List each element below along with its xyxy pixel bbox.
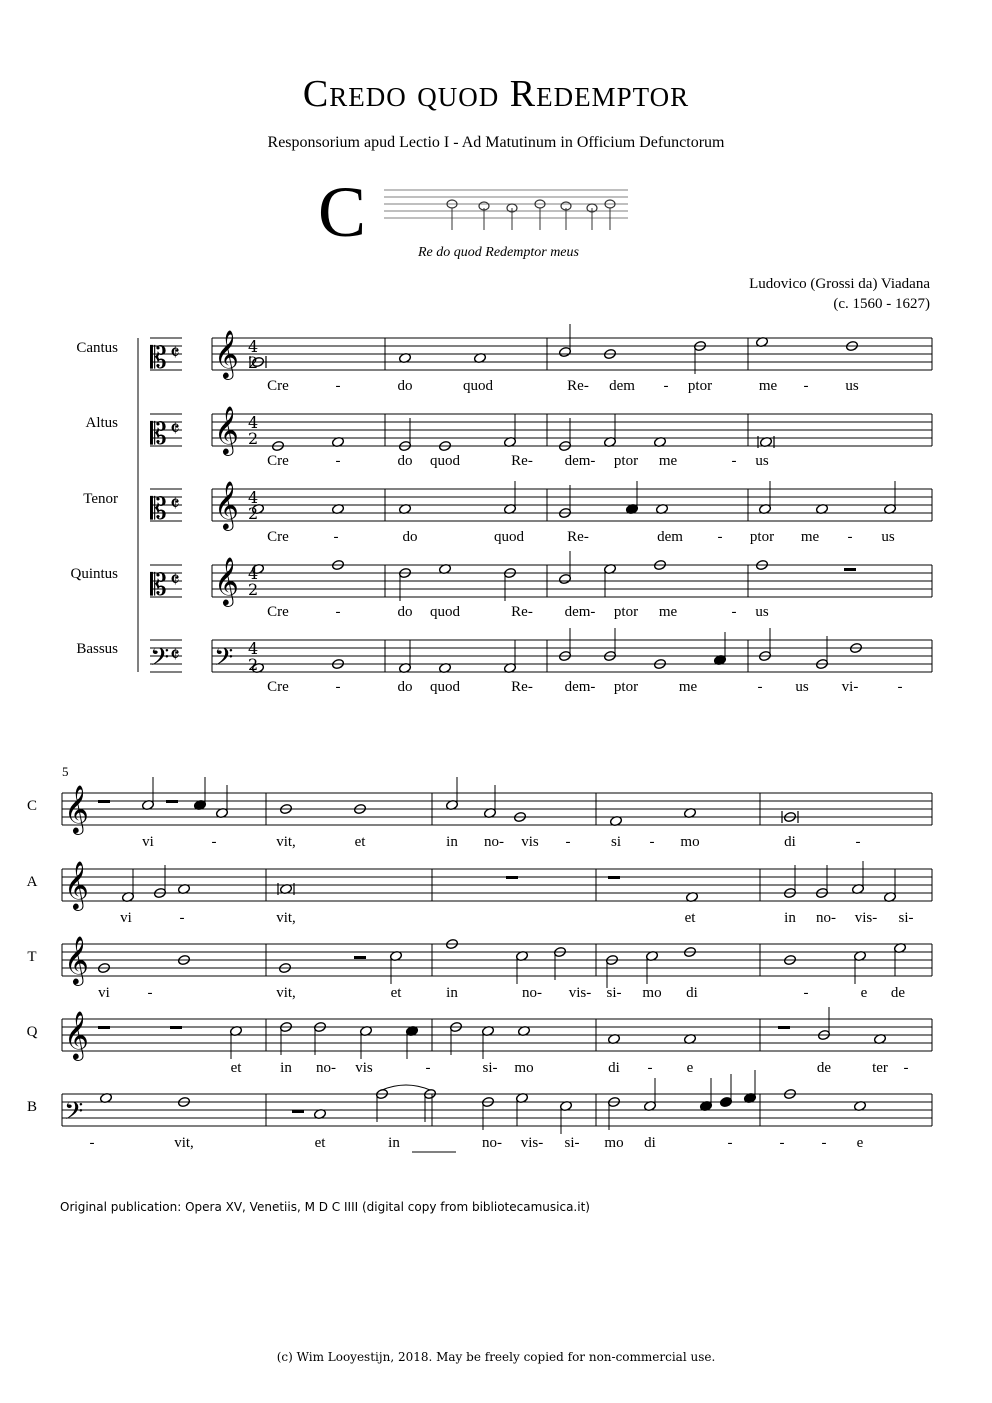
rest [608,876,620,879]
lyric-syllable: ptor [749,529,775,545]
publication-note: Original publication: Opera XV, Venetiis, M D C IIII (digital copy from bibliotecamusica.it) [60,1200,590,1214]
treble-clef-icon: 𝄞 [214,405,239,454]
lyric-syllable: in [446,834,458,850]
lyric-syllable: ptor [613,453,639,469]
lyric-syllable: do [397,604,413,620]
lyric-syllable: vis [521,834,539,850]
lyric-syllable: et [314,1135,326,1151]
lyric-syllable: no- [316,1060,336,1076]
lyric-syllable: quod [463,378,493,394]
bass-clef-icon: 𝄢 [214,643,234,678]
lyric-syllable: in [446,985,458,1001]
lyric-syllable: dem- [564,679,596,695]
lyric-syllable: - [847,529,853,545]
part-label-bassus: Bassus [76,641,118,657]
lyric-syllable: us [755,453,769,469]
measure-number: 5 [62,764,69,779]
lyric-syllable: si- [898,910,914,926]
lyric-syllable: us [755,604,769,620]
lyric-syllable: do [402,529,418,545]
lyric-syllable: - [565,834,571,850]
lyric-syllable: vis- [854,910,878,926]
lyric-syllable: vit, [174,1135,194,1151]
lyric-syllable: no- [816,910,836,926]
treble-clef-icon: 𝄞 [214,556,239,605]
lyric-syllable: do [397,453,413,469]
lyric-syllable: in [784,910,796,926]
lyric-syllable: di [644,1135,656,1151]
lyric-syllable: vi- [841,679,859,695]
lyric-syllable: - [727,1135,733,1151]
cut-time-icon: 𝄵 [170,643,180,668]
lyric-syllable: vi [120,910,132,926]
rest [98,800,110,803]
lyric-syllable: - [425,1060,431,1076]
lyric-syllable: e [860,985,868,1001]
lyric-syllable: Re- [567,378,589,394]
lyric-syllable: - [335,604,341,620]
time-signature-bottom: 2 [248,353,259,372]
lyric-syllable: vis- [568,985,592,1001]
lyric-syllable: - [803,378,809,394]
lyric-syllable: - [211,834,217,850]
lyric-syllable: di [686,985,698,1001]
part-label-tenor: Tenor [83,491,118,507]
lyric-syllable: - [647,1060,653,1076]
treble-clef-icon: 𝄞 [64,935,89,984]
lyric-syllable: - [897,679,903,695]
composer-dates: (c. 1560 - 1627) [833,296,930,312]
lyric-syllable: mo [604,1135,624,1151]
tie [382,1085,430,1090]
lyric-syllable: - [821,1135,827,1151]
lyric-syllable: di [608,1060,620,1076]
lyric-syllable: si- [482,1060,498,1076]
lyric-syllable: - [717,529,723,545]
cut-time-icon: 𝄵 [170,417,180,442]
lyric-syllable: no- [482,1135,502,1151]
lyric-syllable: vis- [520,1135,544,1151]
lyric-syllable: quod [430,453,460,469]
treble-clef-icon: 𝄞 [64,784,89,833]
lyric-syllable: me [658,453,678,469]
rest [170,1026,182,1029]
part-abbr-b: B [26,1099,37,1115]
lyric-syllable: do [397,378,413,394]
rest [166,800,178,803]
rest [778,1026,790,1029]
lyric-syllable: - [757,679,763,695]
lyric-syllable: us [795,679,809,695]
lyric-syllable: dem- [564,604,596,620]
time-signature-bottom: 2 [248,655,259,674]
lyric-syllable: Cre [267,453,289,469]
lyric-syllable: Re- [511,679,533,695]
lyric-syllable: do [397,679,413,695]
lyric-syllable: Re- [511,453,533,469]
lyric-syllable: de [816,1060,832,1076]
lyric-syllable: no- [522,985,542,1001]
lyric-syllable: mo [642,985,662,1001]
treble-clef-icon: 𝄞 [214,329,239,378]
lyric-syllable: et [390,985,402,1001]
lyric-syllable: di [784,834,796,850]
lyric-syllable: - [179,910,185,926]
lyric-syllable: quod [430,604,460,620]
time-signature-top: 4 [248,639,259,658]
original-clef-icon: 𝄡 [150,568,167,603]
treble-clef-icon: 𝄞 [64,1010,89,1059]
cut-time-icon: 𝄵 [170,341,180,366]
lyric-syllable: si- [606,985,622,1001]
time-signature-top: 4 [248,413,259,432]
part-label-quintus: Quintus [70,566,118,582]
lyric-syllable: et [230,1060,242,1076]
rest [292,1110,304,1113]
lyric-syllable: me [800,529,820,545]
lyric-syllable: Cre [267,378,289,394]
lyric-syllable: si- [564,1135,580,1151]
rest [98,1026,110,1029]
lyric-syllable: - [333,529,339,545]
lyric-syllable: Cre [267,604,289,620]
part-label-altus: Altus [85,415,118,431]
time-signature-top: 4 [248,564,259,583]
part-abbr-q: Q [26,1024,38,1040]
time-signature-top: 4 [248,488,259,507]
lyric-syllable: ter [872,1060,888,1076]
lyric-syllable: dem [657,529,683,545]
lyric-syllable: me [758,378,778,394]
lyric-syllable: vi [142,834,154,850]
lyric-syllable: - [731,453,737,469]
lyric-syllable: ptor [613,679,639,695]
composer-name: Ludovico (Grossi da) Viadana [749,276,930,292]
bass-clef-icon: 𝄢 [64,1097,84,1132]
lyric-syllable: ptor [613,604,639,620]
lyric-syllable: - [335,378,341,394]
lyric-syllable: no- [484,834,504,850]
lyric-syllable: Cre [267,529,289,545]
rest [844,568,856,571]
treble-clef-icon: 𝄞 [214,480,239,529]
page-title: Credo quod Redemptor [302,73,690,115]
lyric-syllable: in [280,1060,292,1076]
lyric-syllable: e [856,1135,864,1151]
lyric-syllable: Cre [267,679,289,695]
lyric-syllable: ptor [687,378,713,394]
original-clef-icon: 𝄡 [150,341,167,376]
lyric-syllable: in [388,1135,400,1151]
lyric-syllable: - [779,1135,785,1151]
lyric-syllable: si [610,834,622,850]
lyric-syllable: vis [355,1060,373,1076]
lyric-syllable: mo [680,834,700,850]
original-clef-icon: 𝄡 [150,417,167,452]
lyric-syllable: dem [609,378,635,394]
time-signature-bottom: 2 [248,504,259,523]
rest [506,876,518,879]
incipit-text: Re do quod Redemptor meus [418,245,579,260]
lyric-syllable: quod [494,529,524,545]
lyric-syllable: - [147,985,153,1001]
lyric-syllable: quod [430,679,460,695]
lyric-syllable: us [845,378,859,394]
part-abbr-t: T [27,949,37,965]
lyric-syllable: Re- [567,529,589,545]
page-subtitle: Responsorium apud Lectio I - Ad Matutinum in Officium Defunctorum [267,134,725,151]
lyric-syllable: - [335,679,341,695]
original-clef-icon: 𝄡 [150,492,167,527]
lyric-syllable: - [903,1060,909,1076]
lyric-syllable: vi [98,985,110,1001]
original-clef-icon: 𝄢 [150,643,170,678]
lyric-syllable: - [649,834,655,850]
part-abbr-c: C [26,798,37,814]
lyric-syllable: vit, [276,834,296,850]
part-label-cantus: Cantus [76,340,118,356]
cut-time-icon: 𝄵 [170,568,180,593]
time-signature-bottom: 2 [248,580,259,599]
lyric-syllable: - [89,1135,95,1151]
lyric-syllable: - [663,378,669,394]
lyric-syllable: me [658,604,678,620]
treble-clef-icon: 𝄞 [64,860,89,909]
time-signature-bottom: 2 [248,429,259,448]
lyric-syllable: mo [514,1060,534,1076]
lyric-syllable: et [354,834,366,850]
time-signature-top: 4 [248,337,259,356]
lyric-syllable: me [678,679,698,695]
lyric-syllable: de [890,985,906,1001]
lyric-syllable: dem- [564,453,596,469]
lyric-syllable: - [731,604,737,620]
composer-block [749,274,930,314]
part-abbr-a: A [26,874,38,890]
lyric-syllable: - [335,453,341,469]
lyric-syllable: vit, [276,985,296,1001]
lyric-syllable: us [881,529,895,545]
lyric-syllable: e [686,1060,694,1076]
copyright-notice: (c) Wim Looyestijn, 2018. May be freely copied for non-commercial use. [276,1350,716,1364]
lyric-syllable: - [855,834,861,850]
lyric-syllable: vit, [276,910,296,926]
lyric-syllable: et [684,910,696,926]
incipit-initial: C [318,172,367,252]
rest [354,956,366,959]
cut-time-icon: 𝄵 [170,492,180,517]
lyric-syllable: Re- [511,604,533,620]
lyric-syllable: - [803,985,809,1001]
